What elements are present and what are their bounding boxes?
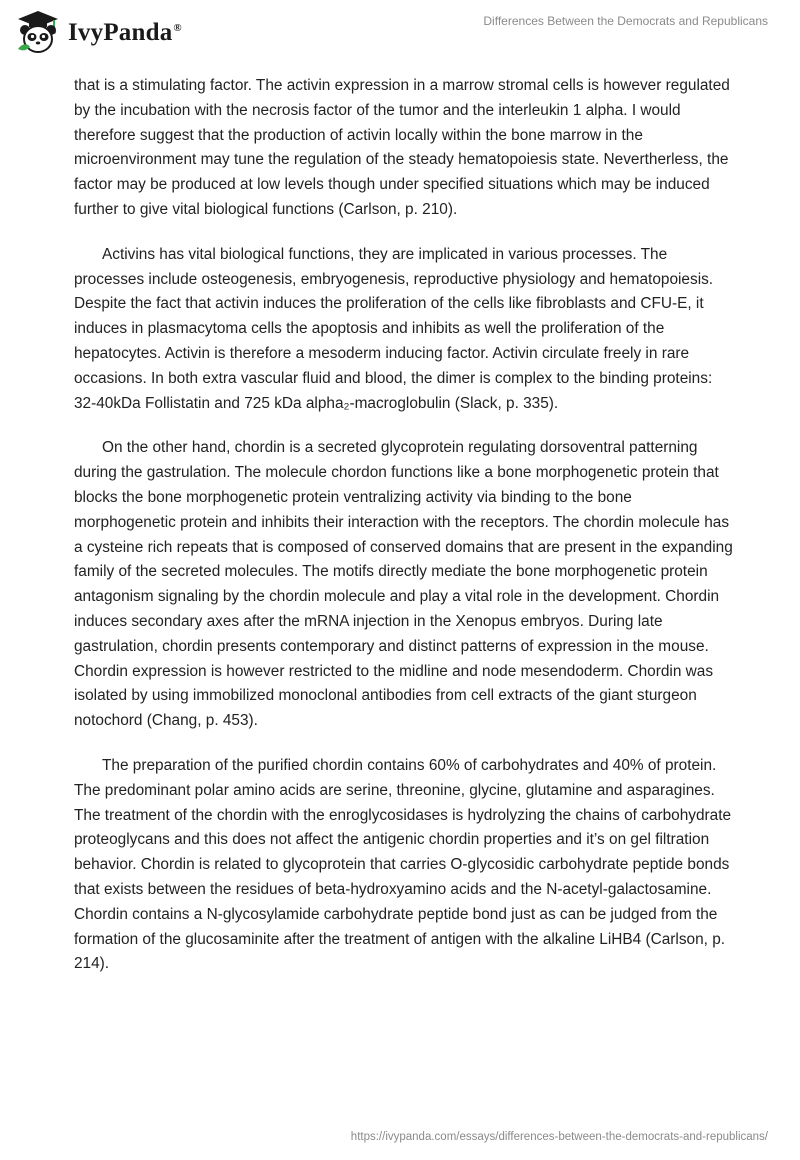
document-title: Differences Between the Democrats and Republicans (483, 14, 768, 28)
brand-logo[interactable] (14, 8, 182, 58)
paragraph: that is a stimulating factor. The activin expression in a marrow stromal cells is however regulated by the incubation with the necrosis factor of the tumor and the interleukin 1 alpha. I would therefore suggest that the production of activin locally within the bone marrow in the microenvironment may tune the regulation of the steady hematopoiesis state. Nevertherless, the factor may be produced at low levels though under specified situations which may be induced further to give vital biological functions (Carlson, p. 210). (74, 77, 730, 218)
panda-graduate-icon (14, 9, 62, 57)
brand-name: IvyPanda® (68, 19, 182, 46)
paragraph: On the other hand, chordin is a secreted glycoprotein regulating dorsoventral patterning during the gastrulation. The molecule chordon functions like a bone morphogenetic protein that blocks the bone morphogenetic protein ventralizing activity via binding to the bone morphogenetic protein and inhibits their interaction with the receptors. The chordin molecule has a cysteine rich repeats that is composed of conserved domains that are present in the expanding family of the secreted molecules. The motifs directly mediate the bone morphogenetic protein antagonism signaling by the chordin molecule and play a vital role in the development. Chordin induces secondary axes after the mRNA injection in the Xenopus embryos. During late gastrulation, chordin presents contemporary and distinct patterns of expression in the mouse. Chordin expression is however restricted to the midline and node mesendoderm. Chordin was isolated by using immobilized monoclonal antibodies from cell extracts of the giant sturgeon notochord (Chang, p. 453). (74, 439, 733, 730)
page-header (0, 0, 800, 70)
essay-body (74, 74, 734, 997)
paragraph: Activins has vital biological functions, they are implicated in various processes. The processes include osteogenesis, embryogenesis, reproductive physiology and hematopoiesis. Despite the fact that activin induces the proliferation of the cells like fibroblasts and CFU-E, it induces in plasmacytoma cells the apoptosis and inhibits as well the proliferation of the hepatocytes. Activin is therefore a mesoderm inducing factor. Activin circulate freely in rare occasions. In both extra vascular fluid and blood, the dimer is complex to the binding proteins: 32-40kDa Follistatin and 725 kDa alpha₂-macroglobulin (Slack, p. 335). (74, 245, 714, 412)
paragraph: The preparation of the purified chordin contains 60% of carbohydrates and 40% of protein. The predominant polar amino acids are serine, threonine, glycine, glutamine and asparagines. The treatment of the chordin with the enroglycosidases is hydrolyzing the chains of carbohydrate proteoglycans and this does not affect the antigenic chordin properties and it’s on gel filtration behavior. Chordin is related to glycoprotein that carries O-glycosidic carbohydrate peptide bonds that exists between the residues of beta-hydroxyamino acids and the N-acetyl-galactosamine. Chordin contains a N-glycosylamide carbohydrate peptide bond just as can be judged from the formation of the glucosaminite after the treatment of antigen with the alkaline LiHB4 (Carlson, p. 214). (74, 756, 732, 973)
source-url[interactable]: https://ivypanda.com/essays/differences-between-the-democrats-and-republicans/ (350, 1131, 768, 1143)
